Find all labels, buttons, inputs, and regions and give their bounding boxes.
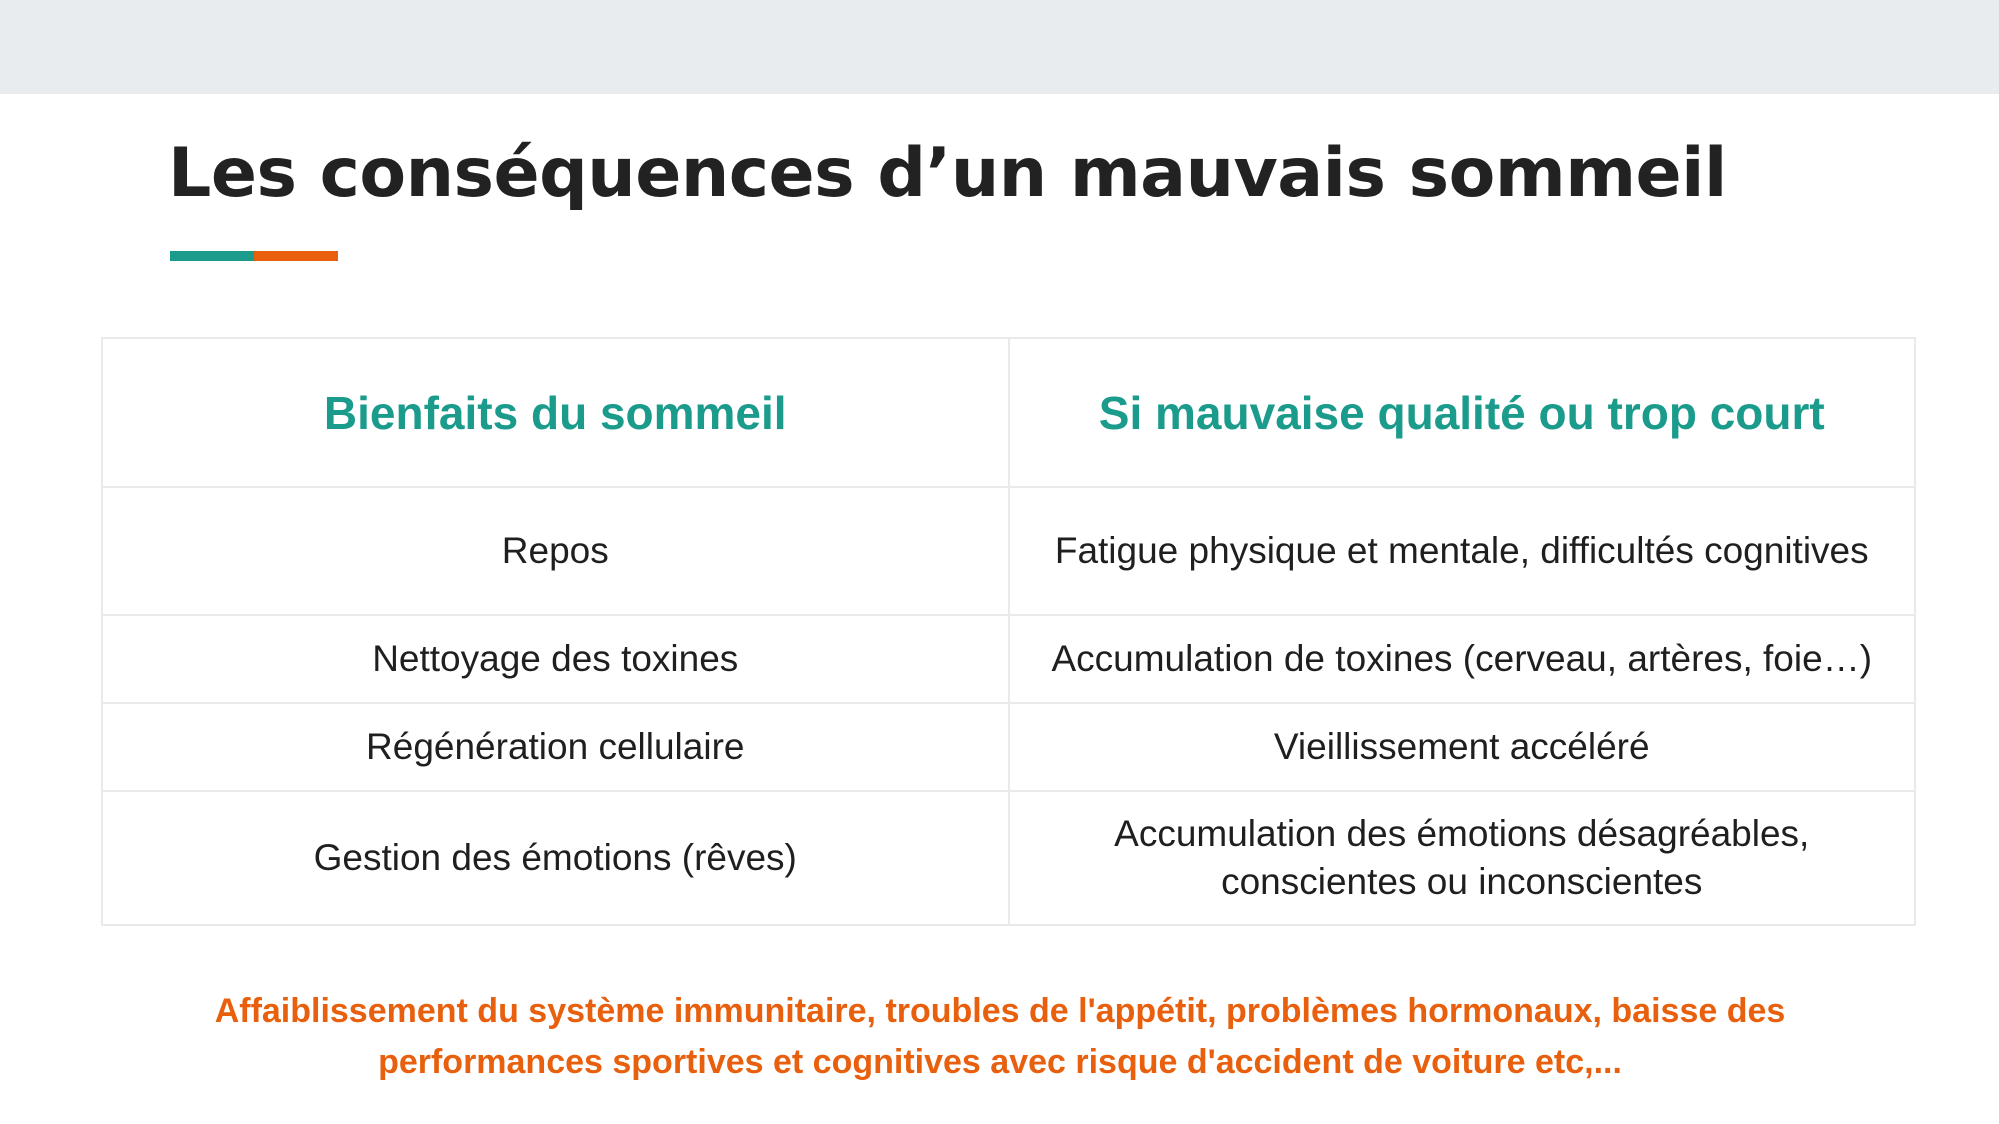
table-row xyxy=(102,703,1915,791)
top-band xyxy=(0,0,1999,94)
consequence-cell xyxy=(1009,791,1916,925)
consequence-cell: Fatigue physique et mentale, difficultés cognitives xyxy=(1009,487,1916,615)
table-row xyxy=(102,487,1915,615)
title-underline xyxy=(170,251,338,261)
footer-note-line: Affaiblissement du système immunitaire, troubles de l'appétit, problèmes hormonaux, baisse des xyxy=(214,992,1786,1030)
footer-note xyxy=(150,986,1850,1088)
table-row xyxy=(102,615,1915,703)
consequence-cell: Vieillissement accéléré xyxy=(1009,703,1916,791)
underline-teal-segment xyxy=(170,251,254,261)
consequence-cell: Accumulation de toxines (cerveau, artères, foie…) xyxy=(1009,615,1916,703)
benefit-cell: Repos xyxy=(102,487,1009,615)
benefit-cell: Gestion des émotions (rêves) xyxy=(102,791,1009,925)
consequence-line: conscientes ou inconscientes xyxy=(1221,861,1703,902)
header-consequences: Si mauvaise qualité ou trop court xyxy=(1009,338,1916,487)
table-row xyxy=(102,791,1915,925)
page-title: Les conséquences d’un mauvais sommeil xyxy=(168,134,1727,213)
footer-note-line: performances sportives et cognitives avec risque d'accident de voiture etc,... xyxy=(378,1043,1622,1081)
benefit-cell: Régénération cellulaire xyxy=(102,703,1009,791)
underline-orange-segment xyxy=(254,251,338,261)
header-benefits: Bienfaits du sommeil xyxy=(102,338,1009,487)
sleep-comparison-table xyxy=(101,337,1916,926)
table-header-row xyxy=(102,338,1915,487)
consequence-line: Accumulation des émotions désagréables, xyxy=(1114,813,1810,854)
benefit-cell: Nettoyage des toxines xyxy=(102,615,1009,703)
